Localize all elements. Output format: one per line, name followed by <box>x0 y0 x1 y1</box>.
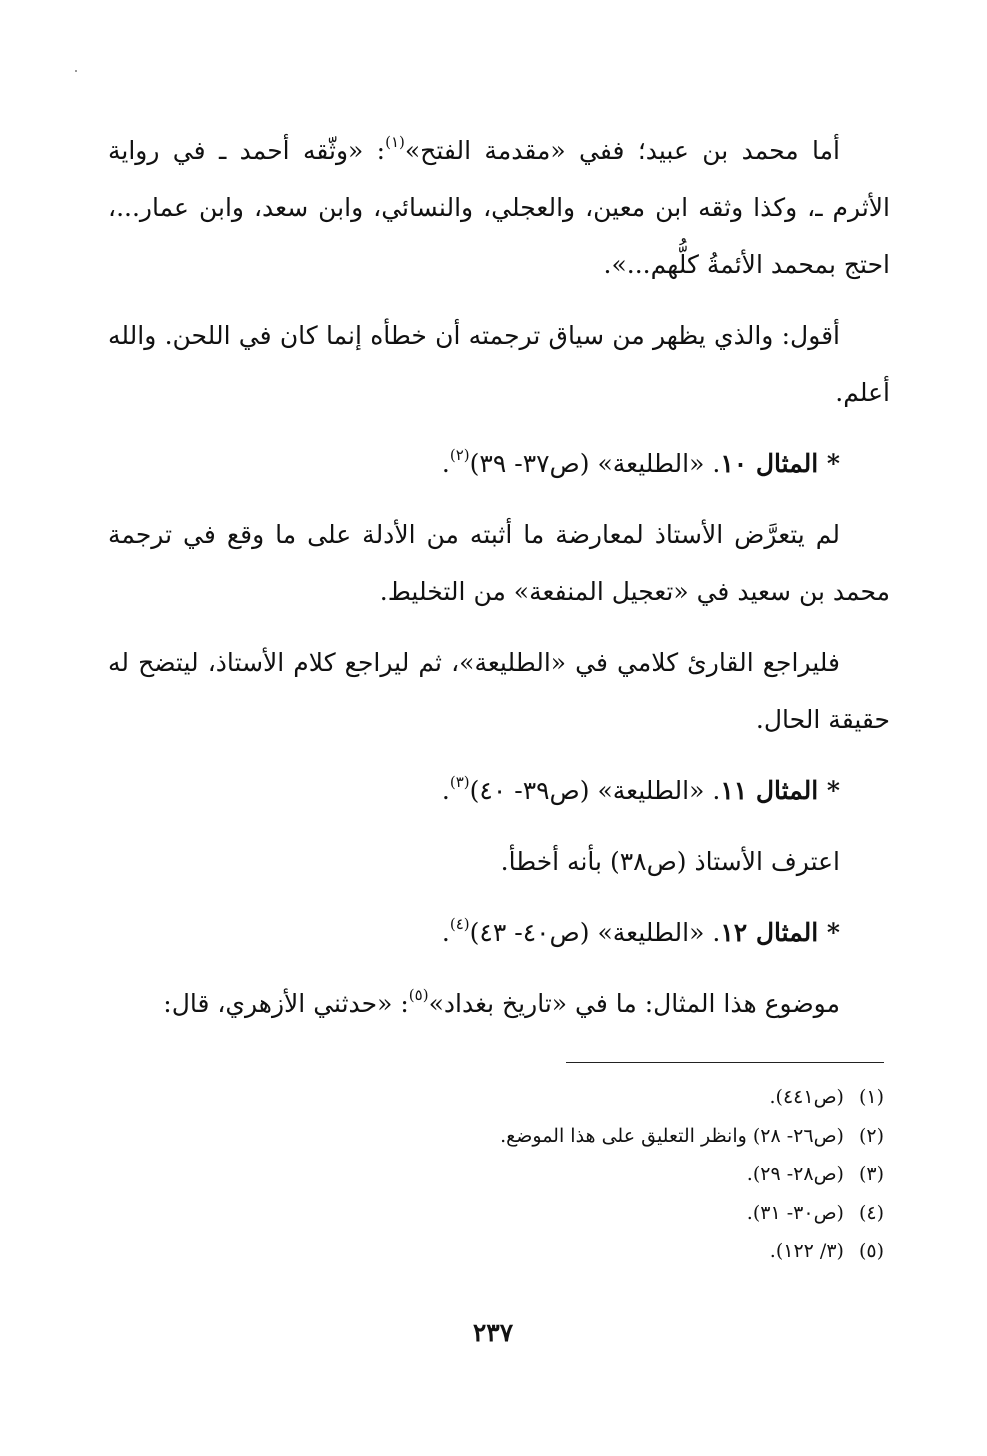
paragraph-falyurajie: فليراجع القارئ كلامي في «الطليعة»، ثم ليراجع كلام الأستاذ، ليتضح له حقيقة الحال. <box>108 648 890 734</box>
footnote-ref-5[interactable]: (٥) <box>408 986 429 1004</box>
paragraph-aqulu: أقول: والذي يظهر من سياق ترجمته أن خطأه إنما كان في اللحن. والله أعلم. <box>108 321 890 407</box>
footnote-5 <box>300 1232 884 1271</box>
paragraph-itaraf: اعترف الأستاذ (ص٣٨) بأنه أخطأ. <box>500 847 840 876</box>
footnote-text: (٣/ ١٢٢). <box>769 1240 844 1262</box>
example-10-label: * المثال ١٠ <box>720 449 840 478</box>
footnote-ref-1[interactable]: (١) <box>385 133 405 151</box>
footnote-1 <box>300 1078 884 1117</box>
page-number: ٢٣٧ <box>472 1318 514 1347</box>
footnote-number: (٢) <box>858 1124 884 1147</box>
example-10-heading: * المثال ١٠. «الطليعة» (ص٣٧- ٣٩)$^{(٢)}$. <box>441 446 840 478</box>
footnote-3 <box>300 1155 884 1194</box>
footnotes <box>300 1078 884 1271</box>
footnote-ref-3[interactable]: (٣) <box>449 773 470 791</box>
example-11-heading: * المثال ١١. «الطليعة» (ص٣٩- ٤٠)$^{(٣)}$. <box>441 773 840 805</box>
footnote-2 <box>300 1117 884 1156</box>
paragraph-lam-yataarrad: لم يتعرَّض الأستاذ لمعارضة ما أثبته من الأدلة على ما وقع في ترجمة محمد بن سعيد في «تعجيل المنفعة» من التخليط. <box>108 520 890 606</box>
footnote-4 <box>300 1194 884 1233</box>
footnote-number: (٥) <box>858 1240 884 1262</box>
main-text <box>108 122 890 1046</box>
example-12-label: * المثال ١٢ <box>720 918 840 947</box>
example-11-label: * المثال ١١ <box>720 776 840 805</box>
footnote-text: (ص٢٦- ٢٨) وانظر التعليق على هذا الموضع. <box>500 1124 844 1147</box>
paragraph-mawdu: موضوع هذا المثال: ما في «تاريخ بغداد»$^{(٥)}$: «حدثني الأزهري، قال: <box>163 986 840 1018</box>
footnote-ref-2[interactable]: (٢) <box>449 446 470 464</box>
scan-speck <box>75 70 77 72</box>
footnote-text: (ص٣٠- ٣١). <box>746 1201 844 1224</box>
paragraph-muhammad-ibn-ubaid: أما محمد بن عبيد؛ ففي «مقدمة الفتح»$^{(١)}$: «وثّقه أحمد ـ في رواية الأثرم ـ، وكذا وثقه ابن معين، والعجلي، والنسائي، وابن سعد، وابن عمار...، احتج بمحمد الأئمةُ كلُّهم...». <box>108 133 890 279</box>
footnote-separator <box>566 1062 884 1063</box>
footnote-number: (١) <box>858 1086 884 1108</box>
example-12-heading: * المثال ١٢. «الطليعة» (ص٤٠- ٤٣)$^{(٤)}$. <box>441 915 840 947</box>
footnote-text: (ص٢٨- ٢٩). <box>746 1163 844 1185</box>
footnote-number: (٣) <box>858 1163 884 1185</box>
footnote-number: (٤) <box>858 1201 884 1224</box>
footnote-ref-4[interactable]: (٤) <box>449 915 470 933</box>
footnote-text: (ص٤٤١). <box>769 1086 844 1108</box>
